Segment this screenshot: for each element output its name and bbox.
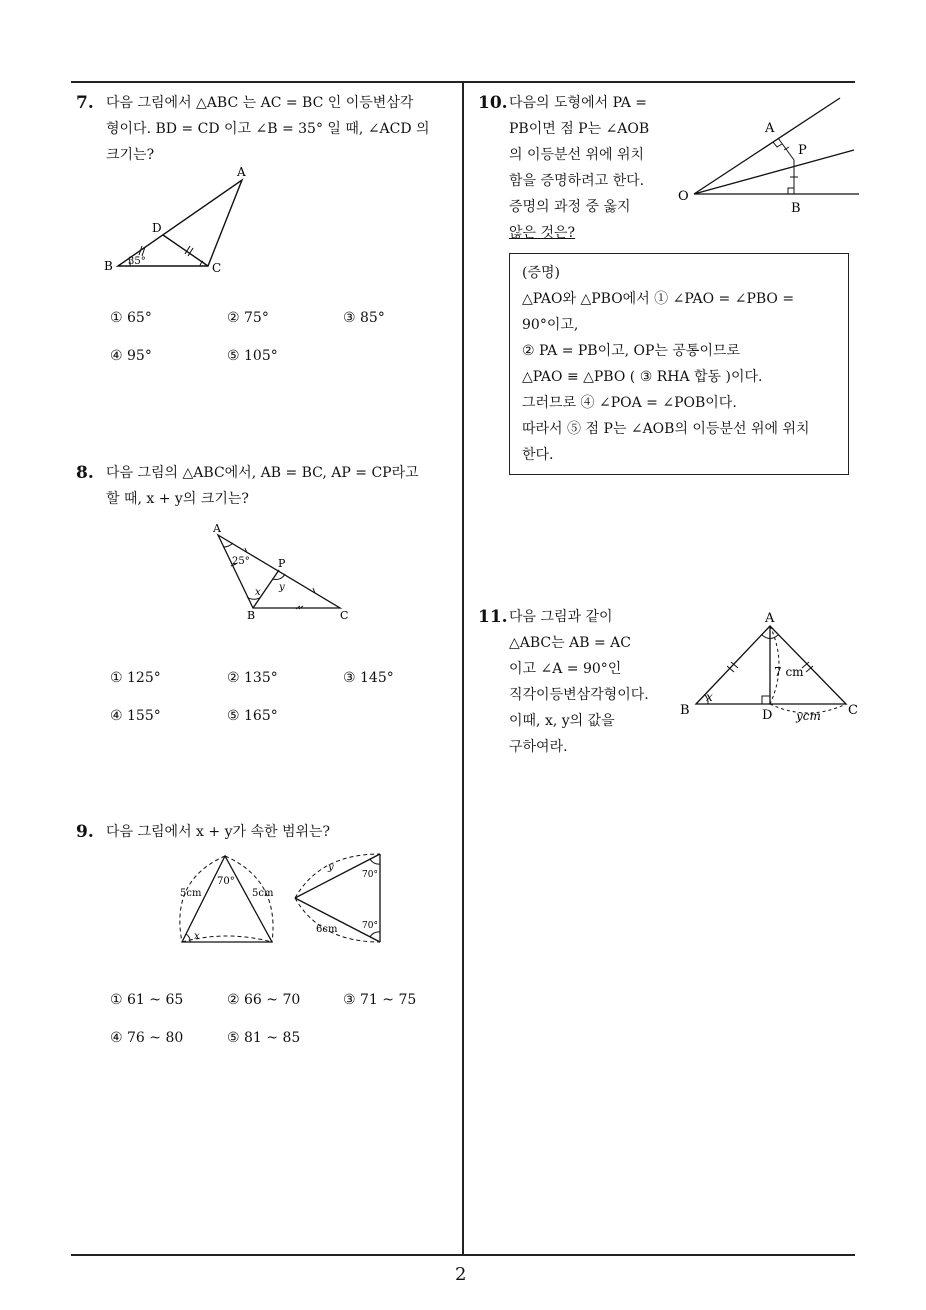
side-label: 5cm	[252, 888, 274, 899]
question-line: 다음 그림의 △ABC에서, AB = BC, AP = CP라고	[106, 465, 419, 481]
vertex-label: B	[104, 259, 113, 273]
folded-triangle-figure	[170, 850, 390, 950]
question-text	[509, 90, 669, 246]
proof-line: (증명)	[522, 265, 560, 281]
vertex-label: P	[278, 557, 286, 570]
angle-label: y	[328, 862, 334, 873]
vertex-label: A	[765, 611, 775, 626]
question-number: 9.	[76, 822, 94, 842]
proof-line: 그러므로 ④ ∠POA = ∠POB이다.	[522, 395, 737, 411]
vertex-label: C	[340, 609, 349, 622]
question-line: 형이다. BD = CD 이고 ∠B = 35° 일 때, ∠ACD 의	[106, 121, 430, 137]
angle-label: x	[255, 587, 261, 598]
question-line: 이때, x, y의 값을	[509, 713, 615, 729]
question-text	[509, 604, 669, 760]
question-number: 8.	[76, 463, 94, 483]
question-number: 7.	[76, 93, 94, 113]
question-line: 할 때, x + y의 크기는?	[106, 491, 249, 507]
vertex-label: A	[237, 165, 246, 179]
angle-label: 70°	[217, 876, 235, 887]
question-text: 다음 그림에서 x + y가 속한 범위는?	[106, 824, 331, 840]
proof-line: △PAO와 △PBO에서 ① ∠PAO = ∠PBO =	[522, 291, 795, 307]
question-text	[106, 460, 456, 512]
vertex-label: P	[798, 143, 807, 158]
choice-5[interactable]: ⑤ 105°	[227, 348, 278, 364]
choice-4[interactable]: ④ 155°	[110, 708, 161, 724]
question-line: 다음 그림에서 △ABC 는 AC = BC 인 이등변삼각	[106, 95, 414, 111]
proof-box	[509, 253, 849, 475]
choice-1[interactable]: ① 125°	[110, 670, 161, 686]
question-line: 이고 ∠A = 90°인	[509, 661, 622, 677]
length-label: 7 cm	[774, 665, 804, 679]
question-line: 않은 것은?	[509, 225, 576, 241]
vertex-label: B	[791, 201, 801, 216]
angle-label: 25°	[232, 556, 250, 567]
angle-label: x	[706, 690, 713, 704]
column-divider	[462, 81, 464, 1256]
proof-line: ② PA = PB이고, OP는 공통이므로	[522, 343, 741, 359]
vertex-label: B	[680, 703, 690, 718]
angle-bisector-figure	[674, 92, 864, 222]
vertex-label: B	[247, 609, 256, 622]
question-number: 11.	[478, 607, 508, 627]
side-label: 5cm	[180, 888, 202, 899]
choice-4[interactable]: ④ 95°	[110, 348, 152, 364]
choice-2[interactable]: ② 66 ~ 70	[227, 992, 301, 1008]
question-line: 함을 증명하려고 한다.	[509, 173, 645, 189]
vertex-label: A	[213, 522, 221, 535]
question-line: 직각이등변삼각형이다.	[509, 687, 649, 703]
bottom-rule	[71, 1254, 855, 1256]
angle-label: 70°	[362, 921, 378, 931]
choice-3[interactable]: ③ 145°	[343, 670, 394, 686]
question-line: 구하여라.	[509, 739, 568, 755]
proof-line: △PAO ≡ △PBO ( ③ RHA 합동 )이다.	[522, 369, 763, 385]
angle-label: x	[194, 931, 200, 942]
proof-line: 따라서 ⑤ 점 P는 ∠AOB의 이등분선 위에 위치	[522, 421, 810, 437]
proof-line: 90°이고,	[522, 317, 579, 333]
angle-label: 35°	[128, 256, 146, 267]
choice-1[interactable]: ① 65°	[110, 310, 152, 326]
angle-label: y	[279, 582, 285, 593]
choice-5[interactable]: ⑤ 165°	[227, 708, 278, 724]
choice-1[interactable]: ① 61 ~ 65	[110, 992, 184, 1008]
vertex-label: O	[678, 189, 689, 204]
choice-3[interactable]: ③ 71 ~ 75	[343, 992, 417, 1008]
choice-2[interactable]: ② 75°	[227, 310, 269, 326]
vertex-label: C	[212, 261, 222, 275]
triangle-figure	[100, 160, 260, 280]
vertex-label: D	[762, 708, 773, 723]
question-line: 다음의 도형에서 PA =	[509, 95, 647, 111]
question-line: 증명의 과정 중 옳지	[509, 199, 631, 215]
side-label: 6cm	[316, 924, 338, 935]
question-line: PB이면 점 P는 ∠AOB	[509, 121, 650, 137]
vertex-label: D	[152, 221, 162, 235]
choice-4[interactable]: ④ 76 ~ 80	[110, 1030, 184, 1046]
angle-label: 70°	[362, 870, 378, 880]
question-line: 크기는?	[106, 147, 155, 163]
choice-3[interactable]: ③ 85°	[343, 310, 385, 326]
choice-2[interactable]: ② 135°	[227, 670, 278, 686]
question-line: △ABC는 AB = AC	[509, 635, 631, 651]
question-text	[106, 90, 456, 168]
question-number: 10.	[478, 93, 508, 113]
right-isosceles-figure	[676, 608, 866, 730]
length-label: ycm	[796, 709, 821, 723]
question-line: 의 이등분선 위에 위치	[509, 147, 645, 163]
vertex-label: C	[848, 703, 858, 718]
question-line: 다음 그림과 같이	[509, 609, 613, 625]
proof-line: 한다.	[522, 447, 554, 463]
triangle-figure	[205, 520, 360, 625]
vertex-label: A	[765, 121, 775, 136]
page-number: 2	[455, 1264, 467, 1285]
choice-5[interactable]: ⑤ 81 ~ 85	[227, 1030, 301, 1046]
